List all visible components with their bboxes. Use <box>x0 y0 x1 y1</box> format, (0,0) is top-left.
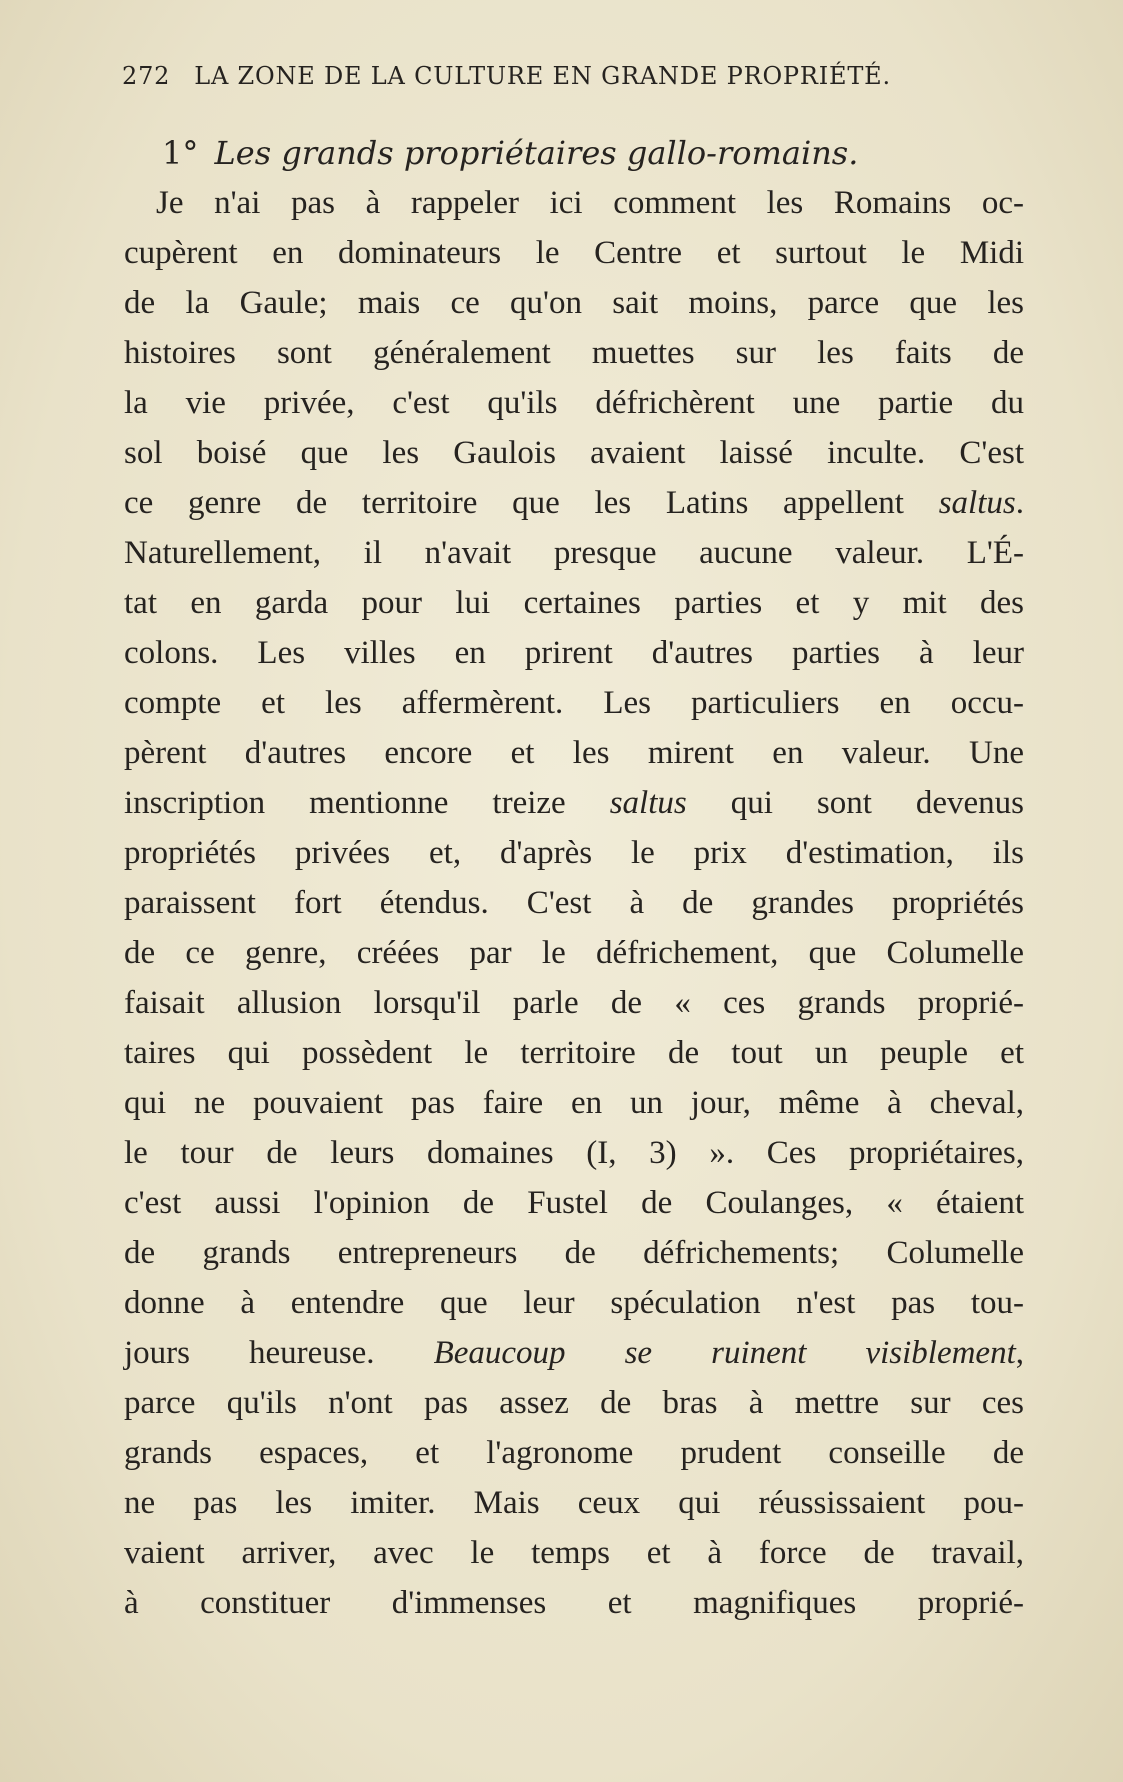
line-text: qui ne pouvaient pas faire en un jour, même à cheval, <box>124 1085 1024 1121</box>
line-text: le tour de leurs domaines (I, 3) ». Ces propriétaires, <box>124 1135 1024 1171</box>
section-heading <box>162 128 1024 178</box>
text-line <box>124 628 1024 678</box>
line-text: jours heureuse. <box>124 1335 434 1371</box>
line-text: , <box>1015 1335 1024 1371</box>
line-text: . <box>1015 485 1024 521</box>
text-line <box>124 1278 1024 1328</box>
line-text: la vie privée, c'est qu'ils défrichèrent une partie du <box>124 385 1024 421</box>
text-line <box>124 178 1024 228</box>
text-line <box>124 1178 1024 1228</box>
line-text: sol boisé que les Gaulois avaient laissé inculte. C'est <box>124 435 1024 471</box>
line-text: pèrent d'autres encore et les mirent en valeur. Une <box>124 735 1024 771</box>
line-text: Naturellement, il n'avait presque aucune valeur. L'É- <box>124 535 1024 571</box>
line-text: colons. Les villes en prirent d'autres parties à leur <box>124 635 1024 671</box>
line-text: ne pas les imiter. Mais ceux qui réussissaient pou- <box>124 1485 1024 1521</box>
line-text: vaient arriver, avec le temps et à force de travail, <box>124 1535 1024 1571</box>
text-line <box>124 1378 1024 1428</box>
line-text: parce qu'ils n'ont pas assez de bras à mettre sur ces <box>124 1385 1024 1421</box>
paragraph <box>124 178 1024 1628</box>
line-text: grands espaces, et l'agronome prudent conseille de <box>124 1435 1024 1471</box>
running-header <box>122 62 992 90</box>
italic-term: saltus <box>938 485 1016 521</box>
line-text: donne à entendre que leur spéculation n'est pas tou- <box>124 1285 1024 1321</box>
text-line <box>124 528 1024 578</box>
section-number: 1° <box>162 134 199 172</box>
text-line <box>124 1328 1024 1378</box>
line-text: inscription mentionne treize <box>124 785 610 821</box>
text-line <box>124 1478 1024 1528</box>
text-line <box>124 1128 1024 1178</box>
text-line <box>124 1528 1024 1578</box>
body-text <box>124 128 1024 1628</box>
line-text: qui sont devenus <box>686 785 1024 821</box>
text-line <box>124 1228 1024 1278</box>
text-line <box>124 928 1024 978</box>
text-line <box>124 778 1024 828</box>
line-text: paraissent fort étendus. C'est à de grandes propriétés <box>124 885 1024 921</box>
running-title: LA ZONE DE LA CULTURE EN GRANDE PROPRIÉTÉ. <box>194 62 891 90</box>
text-line <box>124 278 1024 328</box>
text-line <box>124 578 1024 628</box>
text-line <box>124 678 1024 728</box>
line-text: de grands entrepreneurs de défrichements; Columelle <box>124 1235 1024 1271</box>
line-text: compte et les affermèrent. Les particuliers en occu- <box>124 685 1024 721</box>
text-line <box>124 878 1024 928</box>
line-text: c'est aussi l'opinion de Fustel de Coulanges, « étaient <box>124 1185 1024 1221</box>
text-line <box>124 1428 1024 1478</box>
line-text: de la Gaule; mais ce qu'on sait moins, parce que les <box>124 285 1024 321</box>
line-text: Je n'ai pas à rappeler ici comment les Romains oc- <box>156 185 1024 221</box>
section-title: Les grands propriétaires gallo-romains. <box>214 134 859 172</box>
line-text: faisait allusion lorsqu'il parle de « ces grands proprié- <box>124 985 1024 1021</box>
line-text: à constituer d'immenses et magnifiques proprié- <box>124 1585 1024 1621</box>
line-text: cupèrent en dominateurs le Centre et surtout le Midi <box>124 235 1024 271</box>
text-line <box>124 828 1024 878</box>
text-line <box>124 428 1024 478</box>
italic-term: saltus <box>609 785 687 821</box>
text-line <box>124 328 1024 378</box>
text-line <box>124 378 1024 428</box>
text-line <box>124 1028 1024 1078</box>
italic-term: Beaucoup se ruinent visiblement <box>433 1335 1016 1371</box>
line-text: ce genre de territoire que les Latins appellent <box>124 485 939 521</box>
text-line <box>124 978 1024 1028</box>
line-text: propriétés privées et, d'après le prix d'estimation, ils <box>124 835 1024 871</box>
text-line <box>124 728 1024 778</box>
text-line <box>124 478 1024 528</box>
line-text: tat en garda pour lui certaines parties et y mit des <box>124 585 1024 621</box>
text-line <box>124 1578 1024 1628</box>
page-number: 272 <box>122 62 171 90</box>
text-line <box>124 228 1024 278</box>
line-text: de ce genre, créées par le défrichement, que Columelle <box>124 935 1024 971</box>
text-line <box>124 1078 1024 1128</box>
line-text: taires qui possèdent le territoire de tout un peuple et <box>124 1035 1024 1071</box>
line-text: histoires sont généralement muettes sur les faits de <box>124 335 1024 371</box>
